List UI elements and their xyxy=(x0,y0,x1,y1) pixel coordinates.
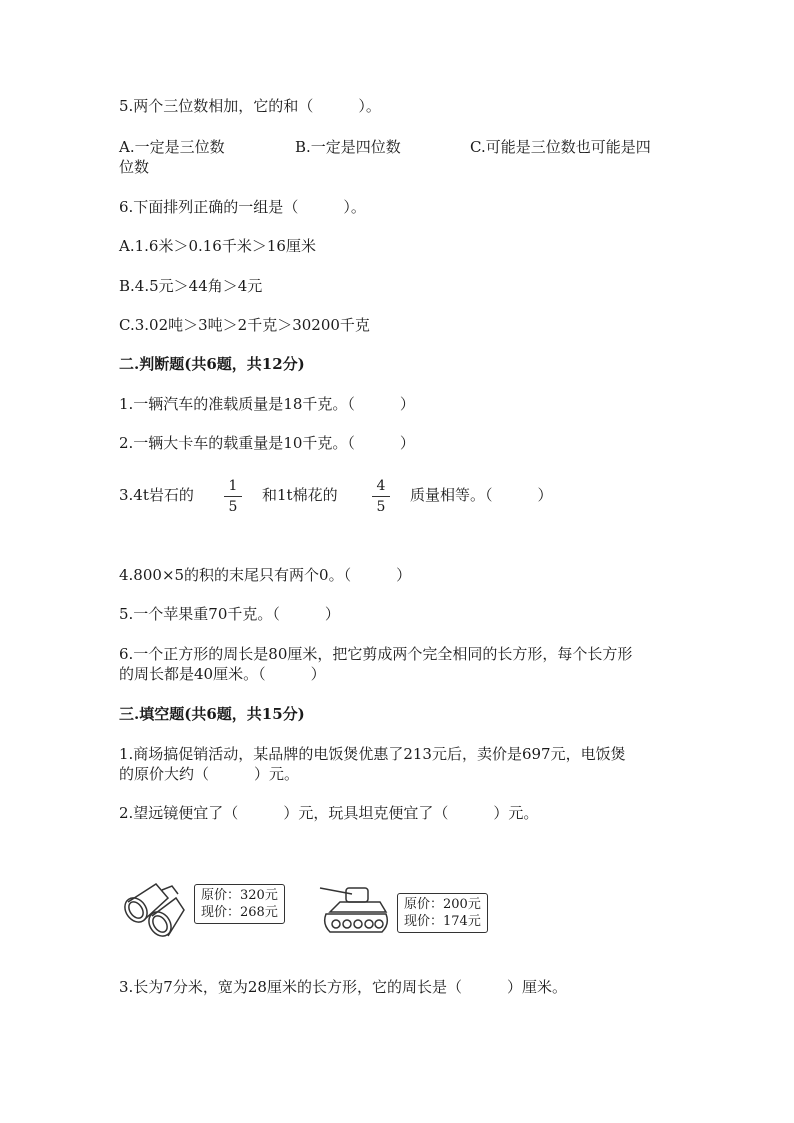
judge-q3-fraction-1 xyxy=(224,478,242,515)
judge-q2: 2.一辆大卡车的载重量是10千克。（ ） xyxy=(119,434,415,452)
q5-option-c-wrap: 位数 xyxy=(119,158,150,176)
judge-q5: 5.一个苹果重70千克。（ ） xyxy=(119,605,340,623)
judge-q1: 1.一辆汽车的准载质量是18千克。（ ） xyxy=(119,395,415,413)
binoculars-price-tag xyxy=(194,884,285,924)
q6-option-c: C.3.02吨＞3吨＞2千克＞30200千克 xyxy=(119,316,370,334)
judge-q4: 4.800×5的积的末尾只有两个0。（ ） xyxy=(119,566,412,584)
fraction-2-denominator: 5 xyxy=(376,499,386,515)
section3-heading: 三.填空题(共6题，共15分) xyxy=(119,705,305,723)
q5-option-c: C.可能是三位数也可能是四 xyxy=(470,138,651,156)
binoculars-icon xyxy=(122,880,190,940)
tank-original-price: 原价：200元 xyxy=(404,897,481,912)
fraction-1-denominator: 5 xyxy=(228,499,238,515)
judge-q3-part2: 和1t棉花的 xyxy=(262,486,338,504)
judge-q3-part1: 3.4t岩石的 xyxy=(119,486,194,504)
fraction-1-numerator: 1 xyxy=(228,478,238,494)
q6-stem: 6.下面排列正确的一组是（ ）。 xyxy=(119,198,366,216)
judge-q3-fraction-2 xyxy=(372,478,390,515)
q6-option-a: A.1.6米＞0.16千米＞16厘米 xyxy=(119,237,316,255)
judge-q6-line2: 的周长都是40厘米。（ ） xyxy=(119,665,326,683)
q5-stem: 5.两个三位数相加，它的和（ ）。 xyxy=(119,97,381,115)
q6-option-b: B.4.5元＞44角＞4元 xyxy=(119,277,263,295)
binoculars-original-price: 原价：320元 xyxy=(201,888,278,903)
q5-option-b: B.一定是四位数 xyxy=(295,138,401,156)
fill-q2: 2.望远镜便宜了（ ）元，玩具坦克便宜了（ ）元。 xyxy=(119,804,539,822)
judge-q3-part3: 质量相等。（ ） xyxy=(410,486,553,504)
q5-option-a: A.一定是三位数 xyxy=(119,138,225,156)
fill-q1-line2: 的原价大约（ ）元。 xyxy=(119,765,300,783)
judge-q6-line1: 6.一个正方形的周长是80厘米，把它剪成两个完全相同的长方形，每个长方形 xyxy=(119,645,633,663)
section2-heading: 二.判断题(共6题，共12分) xyxy=(119,355,305,373)
toy-tank-icon xyxy=(316,884,392,938)
binoculars-current-price: 现价：268元 xyxy=(201,905,278,920)
tank-current-price: 现价：174元 xyxy=(404,914,481,929)
fill-q3: 3.长为7分米，宽为28厘米的长方形，它的周长是（ ）厘米。 xyxy=(119,978,567,996)
fraction-2-numerator: 4 xyxy=(376,478,386,494)
tank-price-tag xyxy=(397,893,488,933)
fill-q1-line1: 1.商场搞促销活动，某品牌的电饭煲优惠了213元后，卖价是697元，电饭煲 xyxy=(119,745,626,763)
